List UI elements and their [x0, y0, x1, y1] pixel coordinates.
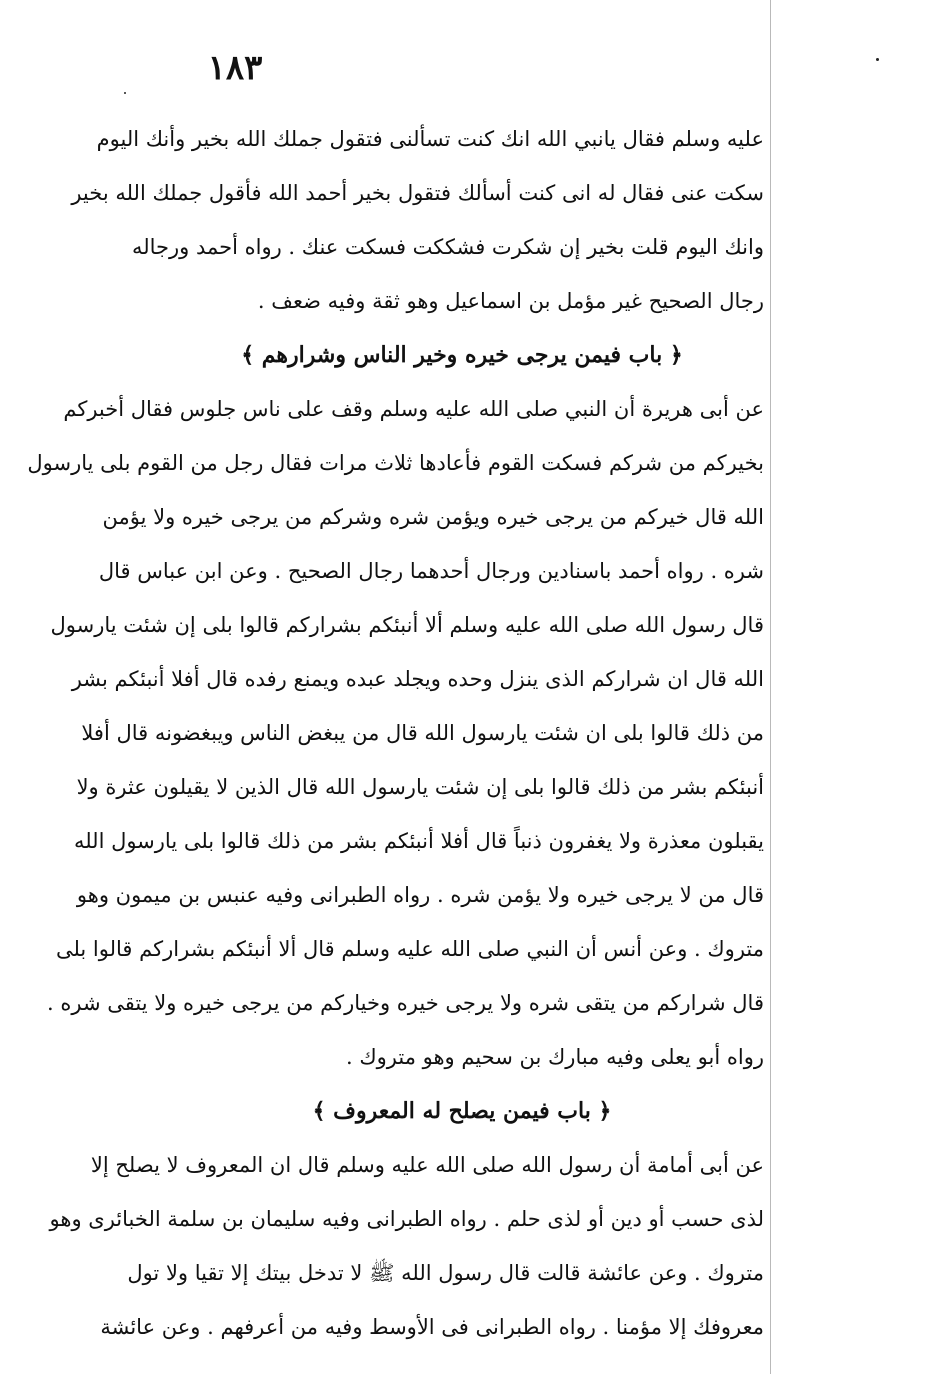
- chapter-heading-2: ﴿ باب فيمن يصلح له المعروف ﴾: [312, 1098, 612, 1124]
- text-line: قال من لا يرجى خيره ولا يؤمن شره . رواه الطبرانى وفيه عنبس بن ميمون وهو: [76, 883, 764, 907]
- text-line: متروك . وعن عائشة قالت قال رسول الله ﷺ لا تدخل بيتك إلا تقيا ولا تول: [127, 1261, 764, 1285]
- page-body: [27, 112, 764, 1354]
- paragraph-1: [71, 112, 764, 328]
- text-line: متروك . وعن أنس أن النبي صلى الله عليه وسلم قال ألا أنبئكم بشراركم قالوا بلى: [55, 937, 764, 961]
- text-line: الله قال خيركم من يرجى خيره ويؤمن شره وشركم من يرجى خيره ولا يؤمن: [102, 505, 764, 529]
- paragraph-3: [49, 1138, 764, 1354]
- paragraph-2: [27, 382, 764, 1084]
- text-line: بخيركم من شركم فسكت القوم فأعادها ثلاث مرات فقال رجل من القوم بلى يارسول: [27, 451, 764, 475]
- text-line: رواه أبو يعلى وفيه مبارك بن سحيم وهو متروك .: [345, 1045, 764, 1069]
- text-line: معروفك إلا مؤمنا . رواه الطبرانى فى الأوسط وفيه من أعرفهم . وعن عائشة: [100, 1315, 764, 1339]
- text-line: عن أبى هريرة أن النبي صلى الله عليه وسلم وقف على ناس جلوس فقال أخبركم: [63, 397, 764, 421]
- text-line: سكت عنى فقال له انى كنت أسألك فتقول بخير أحمد الله فأقول جملك الله بخير: [71, 181, 764, 205]
- text-line: رجال الصحيح غير مؤمل بن اسماعيل وهو ثقة وفيه ضعف .: [257, 289, 764, 313]
- text-line: الله قال ان شراركم الذى ينزل وحده ويجلد عبده ويمنع رفده قال أفلا أنبئكم بشر: [71, 667, 764, 691]
- paper-speck: [876, 58, 879, 61]
- text-line: من ذلك قالوا بلى ان شئت يارسول الله قال من يبغض الناس ويبغضونه قال أفلا: [81, 721, 764, 745]
- page-number: ١٨٣: [207, 48, 263, 88]
- text-line: وانك اليوم قلت بخير إن شكرت فشككت فسكت عنك . رواه أحمد ورجاله: [131, 235, 764, 259]
- text-line: عن أبى أمامة أن رسول الله صلى الله عليه وسلم قال ان المعروف لا يصلح إلا: [90, 1153, 764, 1177]
- text-line: شره . رواه أحمد باسنادين ورجال أحدهما رجال الصحيح . وعن ابن عباس قال: [98, 559, 764, 583]
- text-line: عليه وسلم فقال يانبي الله انك كنت تسألنى فتقول جملك الله بخير وأنك اليوم: [96, 127, 764, 151]
- text-line: لذى حسب أو دين أو لذى حلم . رواه الطبرانى وفيه سليمان بن سلمة الخبائرى وهو: [49, 1207, 764, 1231]
- paper-speck: [124, 92, 126, 94]
- chapter-heading-1: ﴿ باب فيمن يرجى خيره وخير الناس وشرارهم ﴾: [241, 342, 683, 368]
- text-line: أنبئكم بشر من ذلك قالوا بلى إن شئت يارسول الله قال الذين لا يقيلون عثرة ولا: [76, 775, 764, 799]
- page-fold-line: [770, 0, 771, 1374]
- text-line: قال شراركم من يتقى شره ولا يرجى خيره وخياركم من يرجى خيره ولا يتقى شره .: [47, 991, 764, 1015]
- text-line: يقبلون معذرة ولا يغفرون ذنباً قال أفلا أنبئكم بشر من ذلك قالوا بلى يارسول الله: [73, 829, 764, 853]
- text-line: قال رسول الله صلى الله عليه وسلم ألا أنبئكم بشراركم قالوا بلى إن شئت يارسول: [50, 613, 764, 637]
